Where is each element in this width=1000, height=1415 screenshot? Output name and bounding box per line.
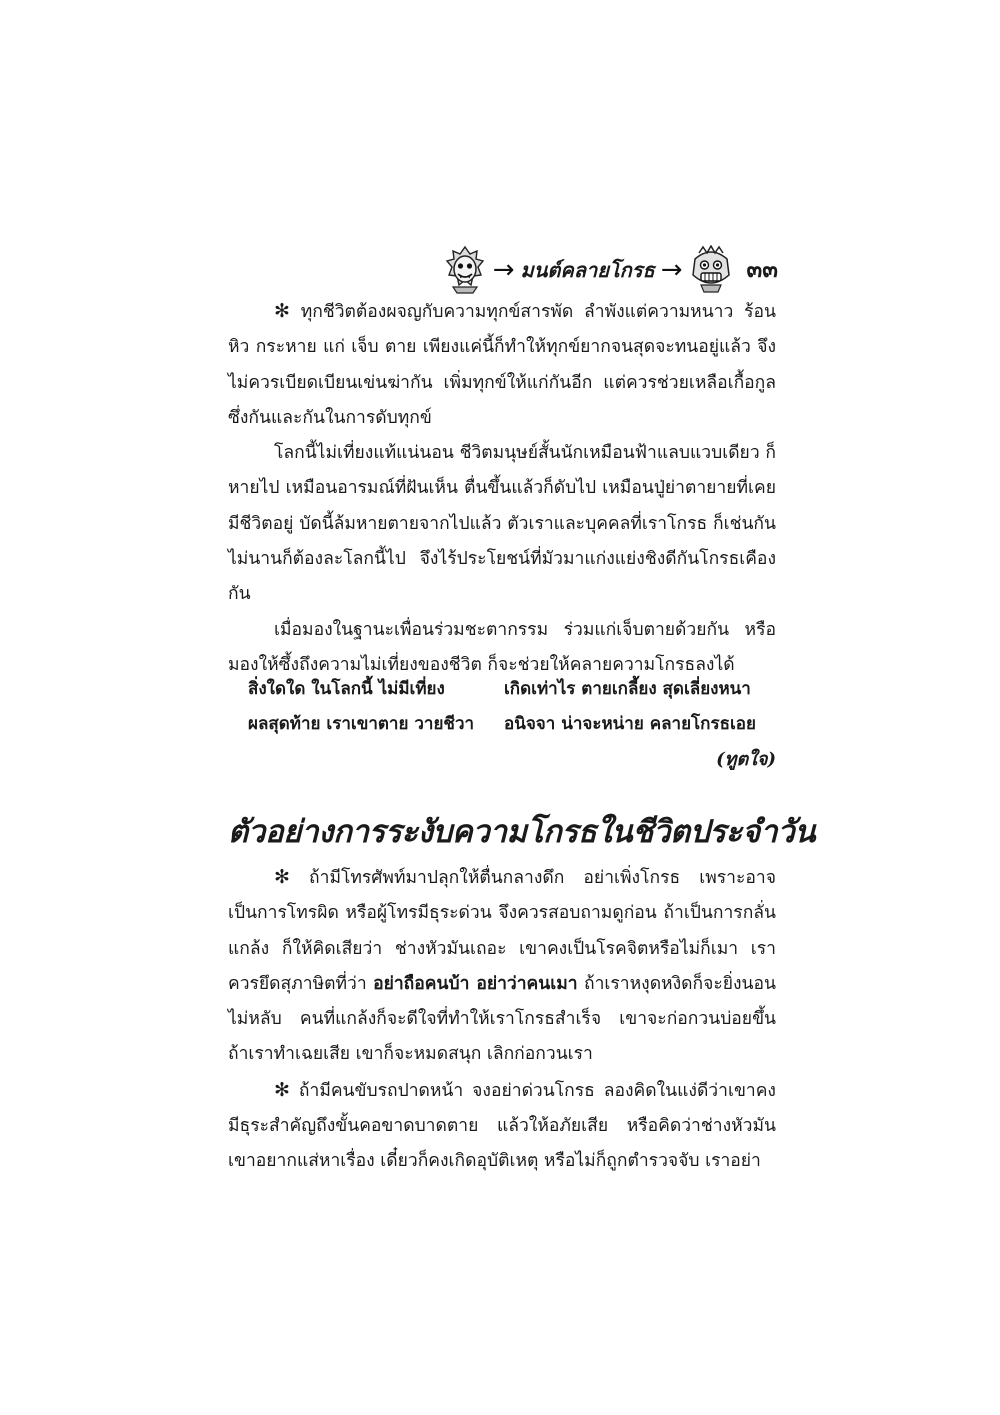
paragraph-text: โลกนี้ไม่เที่ยงแท้แน่นอน ชีวิตมนุษย์สั้นนักเหมือนฟ้าแลบแวบเดียว ก็หายไป เหมือนอารมณ์ที่ฝันเห็น ตื่นขึ้นแล้วก็ดับไป เหมือนปู่ย่าตายายที่เคยมีชีวิตอยู่ บัดนี้ล้มหายตายจากไปแล้ว ตัวเราและบุคคลที่เราโกรธ ก็เช่นกัน ไม่นานก็ต้องละโลกนี้ไป จึงไร้ประโยชน์ที่มัวมาแก่งแย่งชิงดีกันโกรธเคืองกัน xyxy=(228,443,776,605)
poem-second-half: อนิจจา น่าจะหน่าย คลายโกรธเอย xyxy=(504,714,756,734)
paragraph-text: ทุกชีวิตต้องผจญกับความทุกข์สารพัด ลำพังแต่ความหนาว ร้อน หิว กระหาย แก่ เจ็บ ตาย เพียงแค่นี้ก็ทำให้ทุกข์ยากจนสุดจะทนอยู่แล้ว จึงไม่ควรเบียดเบียนเข่นฆ่ากัน เพิ่มทุกข์ให้แก่กันอีก แต่ควรช่วยเหลือเกื้อกูลซึ่งกันและกันในการดับทุกข์ xyxy=(228,302,776,428)
guardian-mask-emblem-icon xyxy=(443,245,487,295)
paragraph-text: ถ้ามีโทรศัพท์มาปลุกให้ตื่นกลางดึก อย่าเพิ่งโกรธ เพราะอาจเป็นการโทรผิด หรือผู้โทรมีธุระด่วน จึงควรสอบถามดูก่อน ถ้าเป็นการกลั่นแกล้ง ก็ให้คิดเสียว่า ช่างหัวมันเถอะ เขาคงเป็นโรคจิตหรือไม่ก็เมา เราควรยึดสุภาษิตที่ว่า xyxy=(228,868,776,994)
running-header xyxy=(443,242,778,298)
arrow-right-icon: → xyxy=(660,255,683,285)
arrow-right-icon: → xyxy=(492,255,515,285)
intro-text-block xyxy=(228,294,776,683)
paragraph-text: เมื่อมองในฐานะเพื่อนร่วมชะตากรรม ร่วมแก่เจ็บตายด้วยกัน หรือมองให้ซึ้งถึงความไม่เที่ยงของชีวิต ก็จะช่วยให้คลายความโกรธลงได้ xyxy=(228,619,776,675)
running-book-title: มนต์คลายโกรธ xyxy=(520,258,655,282)
paragraph xyxy=(228,294,776,436)
asterisk-bullet-icon: ✻ xyxy=(274,866,290,888)
proverb-bold: อย่าถือคนบ้า อย่าว่าคนเมา xyxy=(373,973,578,994)
asterisk-bullet-icon: ✻ xyxy=(274,1078,290,1101)
poem-line xyxy=(248,672,778,707)
examples-text-block xyxy=(228,860,776,1180)
poem-second-half: เกิดเท่าไร ตายเกลี้ยง สุดเลี่ยงหนา xyxy=(504,679,751,699)
paragraph xyxy=(228,436,776,612)
page-number: ๓๓ xyxy=(746,256,778,283)
poem-attribution: (ทูตใจ) xyxy=(716,749,776,770)
paragraph-text: ถ้ามีคนขับรถปาดหน้า จงอย่าด่วนโกรธ ลองคิดในแง่ดีว่าเขาคงมีธุระสำคัญถึงขั้นคอขาดบาดตาย แล้วให้อภัยเสีย หรือคิดว่าช่างหัวมัน เขาอยากแส่หาเรื่อง เดี๋ยวก็คงเกิดอุบัติเหตุ หรือไม่ก็ถูกตำรวจจับ เราอย่า xyxy=(228,1080,776,1172)
paragraph-text: ถ้าเราหงุดหงิดก็จะยิ่งนอนไม่หลับ คนที่แกล้งก็จะดีใจที่ทำให้เราโกรธสำเร็จ เขาจะก่อกวนบ่อยขึ้น ถ้าเราทำเฉยเสีย เขาก็จะหมดสนุก เลิกก่อกวนเรา xyxy=(228,973,776,1065)
poem-first-half: สิ่งใดใด ในโลกนี้ ไม่มีเที่ยง xyxy=(248,679,445,699)
poem-first-half: ผลสุดท้าย เราเขาตาย วายชีวา xyxy=(248,714,475,734)
section-heading: ตัวอย่างการระงับความโกรธในชีวิตประจำวัน xyxy=(228,814,816,850)
poem-line xyxy=(248,707,778,742)
demon-face-emblem-icon xyxy=(689,245,733,295)
poem-verse xyxy=(248,672,778,742)
paragraph xyxy=(228,860,776,1073)
paragraph xyxy=(228,1073,776,1180)
asterisk-bullet-icon: ✻ xyxy=(274,300,290,322)
